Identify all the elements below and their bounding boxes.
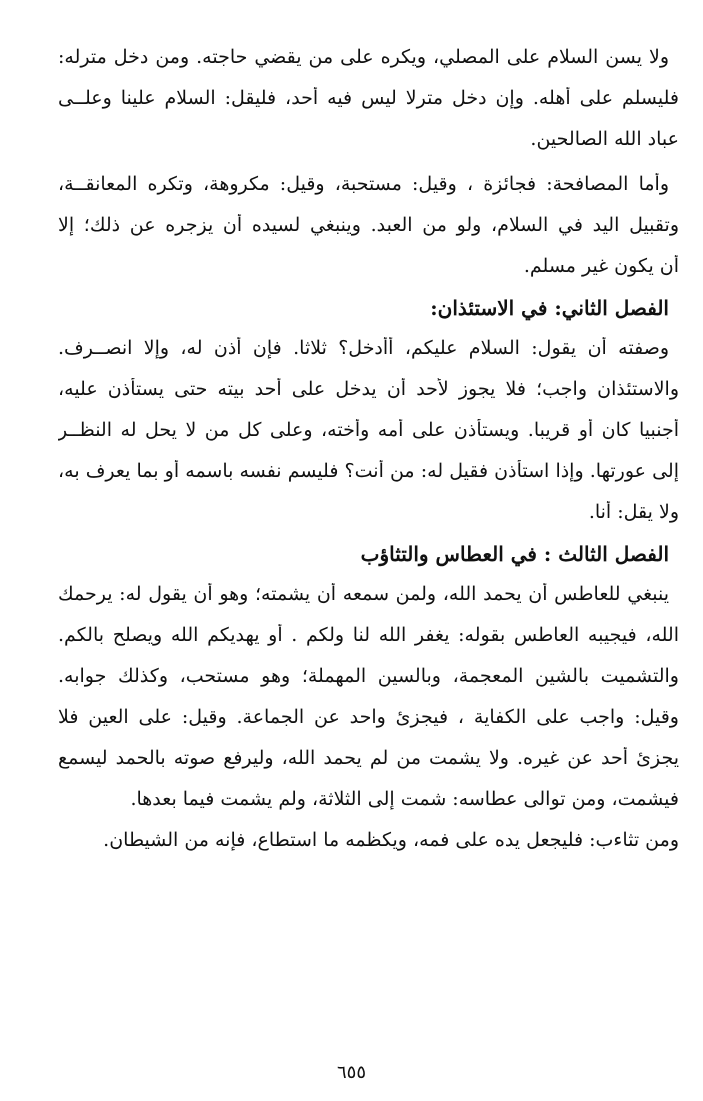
text-line: والاستئذان واجب؛ فلا يجوز لأحد أن يدخل على أحد بيته حتى يستأذن عليه، bbox=[58, 378, 679, 400]
section-heading: الفصل الثاني: في الاستئذان: bbox=[430, 296, 669, 320]
paragraph bbox=[58, 829, 679, 870]
text-line: ولا يسن السلام على المصلي، ويكره على من يقضي حاجته. ومن دخل مترله: bbox=[58, 46, 669, 68]
page-number: ٦٥٥ bbox=[336, 1062, 366, 1083]
text-line: أجنبيا كان أو قريبا. ويستأذن على أمه وأخته، وعلى كل من لا يحل له النظــر bbox=[58, 419, 679, 441]
paragraph bbox=[58, 337, 679, 542]
text-line: ومن تثاءب: فليجعل يده على فمه، ويكظمه ما استطاع، فإنه من الشيطان. bbox=[103, 829, 679, 851]
text-line: وتقبيل اليد في السلام، ولو من العبد. وينبغي لسيده أن يزجره عن ذلك؛ إلا bbox=[58, 214, 679, 236]
text-line: يجزئ أحد عن غيره. ولا يشمت من لم يحمد الله، وليرفع صوته بالحمد ليسمع bbox=[58, 747, 679, 769]
text-line: إلى عورتها. وإذا استأذن فقيل له: من أنت؟ فليسم نفسه باسمه أو بما يعرف به، bbox=[58, 460, 679, 482]
text-line: الله، فيجيبه العاطس بقوله: يغفر الله لنا ولكم . أو يهديكم الله ويصلح بالكم. bbox=[58, 624, 679, 646]
text-line: وأما المصافحة: فجائزة ، وقيل: مستحبة، وقيل: مكروهة، وتكره المعانقــة، bbox=[58, 173, 669, 195]
text-line: أن يكون غير مسلم. bbox=[523, 255, 679, 277]
text-line: وصفته أن يقول: السلام عليكم، أأدخل؟ ثلاثا. فإن أذن له، وإلا انصــرف. bbox=[58, 337, 669, 359]
text-line: ولا يقل: أنا. bbox=[588, 501, 679, 523]
paragraph bbox=[58, 583, 679, 829]
text-line: ينبغي للعاطس أن يحمد الله، ولمن سمعه أن يشمته؛ وهو أن يقول له: يرحمك bbox=[58, 583, 669, 605]
text-line: فيشمت، ومن توالى عطاسه: شمت إلى الثلاثة، ولم يشمت فيما بعدها. bbox=[130, 788, 679, 810]
section-heading: الفصل الثالث : في العطاس والتثاؤب bbox=[360, 542, 669, 566]
paragraph bbox=[58, 173, 679, 296]
text-line: فليسلم على أهله. وإن دخل مترلا ليس فيه أحد، فليقل: السلام علينا وعلــى bbox=[58, 87, 679, 109]
text-line: عباد الله الصالحين. bbox=[530, 128, 679, 150]
paragraph bbox=[58, 46, 679, 169]
page-body bbox=[58, 46, 679, 870]
text-line: والتشميت بالشين المعجمة، وبالسين المهملة؛ وهو مستحب، وكذلك جوابه. bbox=[58, 665, 679, 687]
text-line: وقيل: واجب على الكفاية ، فيجزئ واحد عن الجماعة. وقيل: على العين فلا bbox=[58, 706, 679, 728]
